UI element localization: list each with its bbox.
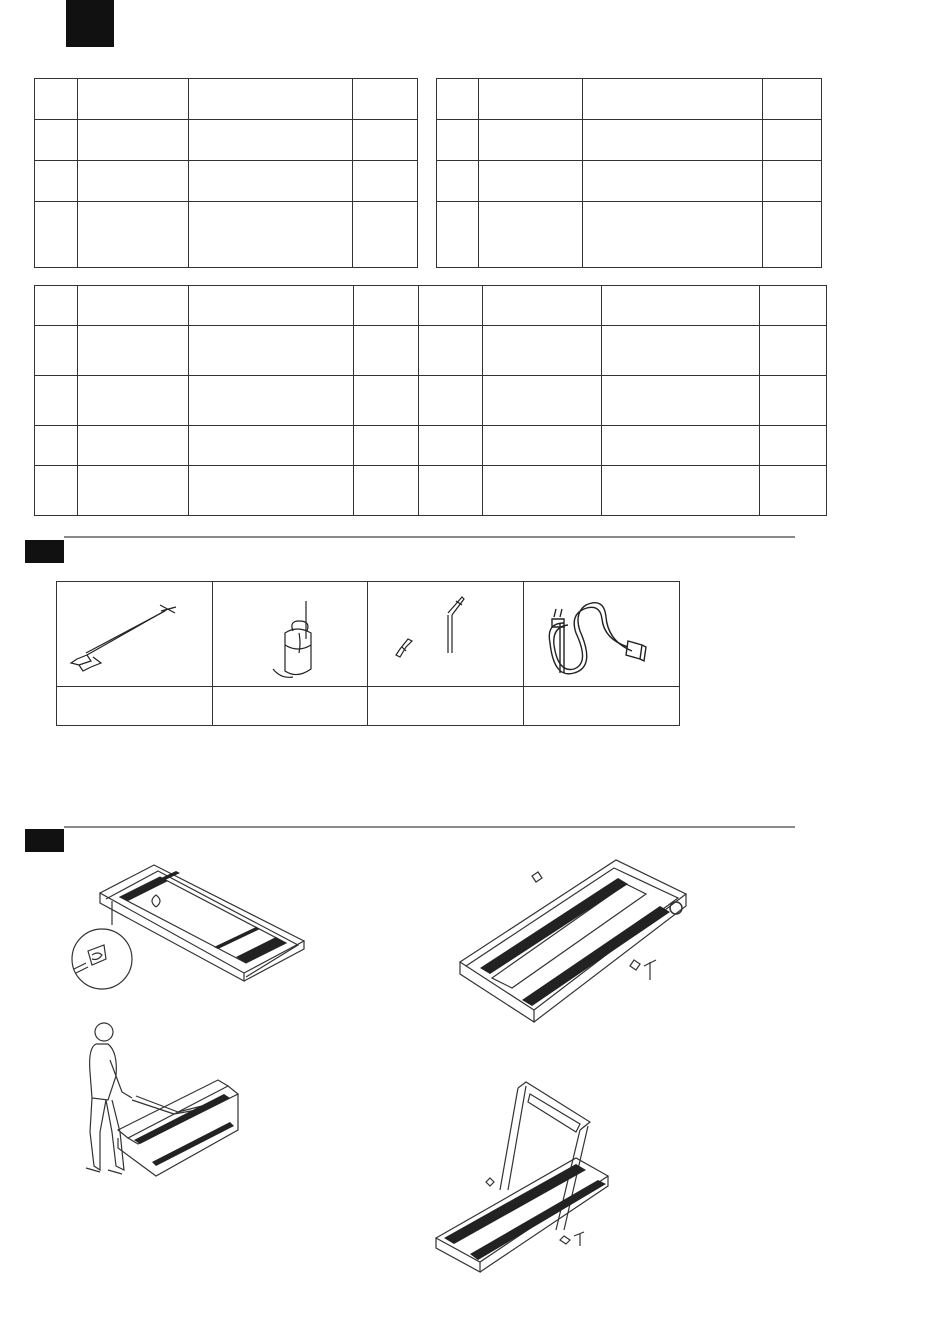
table-cell bbox=[763, 161, 822, 202]
table-cell bbox=[602, 426, 760, 466]
table-cell bbox=[602, 286, 760, 326]
table-cell bbox=[189, 326, 354, 376]
table-cell bbox=[419, 376, 483, 426]
table-cell bbox=[437, 161, 479, 202]
treadmill-screw-removal-icon bbox=[450, 850, 700, 1035]
table-cell bbox=[763, 202, 822, 268]
parts-table-2 bbox=[34, 285, 827, 516]
parts-table-1-right bbox=[436, 78, 822, 268]
table-cell bbox=[583, 79, 763, 120]
table-cell bbox=[78, 202, 189, 268]
table-cell bbox=[78, 426, 189, 466]
accessory-image-cell bbox=[213, 582, 368, 687]
table-cell bbox=[353, 202, 418, 268]
lubricant-bottle-icon bbox=[213, 583, 366, 685]
accessories-section-rule bbox=[64, 536, 795, 538]
table-cell bbox=[189, 161, 353, 202]
table-cell bbox=[189, 120, 353, 161]
table-cell bbox=[354, 376, 419, 426]
table-cell bbox=[78, 466, 189, 516]
table-cell bbox=[483, 426, 602, 466]
table-cell bbox=[419, 286, 483, 326]
table-cell bbox=[354, 286, 419, 326]
table-cell bbox=[479, 161, 583, 202]
safety-key-clip-icon bbox=[57, 583, 211, 685]
table-cell bbox=[35, 466, 78, 516]
table-cell bbox=[479, 120, 583, 161]
parts-table-1-left bbox=[34, 78, 418, 268]
table-cell bbox=[760, 286, 827, 326]
table-cell bbox=[760, 426, 827, 466]
table-cell bbox=[35, 376, 78, 426]
table-cell bbox=[437, 79, 479, 120]
table-cell bbox=[189, 286, 354, 326]
table-cell bbox=[353, 79, 418, 120]
table-cell bbox=[419, 466, 483, 516]
assembly-section-tag bbox=[25, 829, 64, 852]
section-number-block bbox=[66, 0, 114, 47]
assembly-section-rule bbox=[64, 826, 795, 828]
accessory-image-cell bbox=[524, 582, 680, 687]
table-cell bbox=[35, 202, 78, 268]
table-cell bbox=[35, 326, 78, 376]
table-cell bbox=[78, 376, 189, 426]
table-cell bbox=[78, 161, 189, 202]
allen-wrench-icon bbox=[368, 583, 522, 685]
treadmill-upright-handrail-icon bbox=[430, 1078, 620, 1273]
accessory-caption bbox=[57, 687, 213, 726]
table-cell bbox=[354, 426, 419, 466]
table-cell bbox=[353, 120, 418, 161]
table-cell bbox=[35, 161, 78, 202]
table-cell bbox=[483, 376, 602, 426]
table-cell bbox=[602, 466, 760, 516]
table-cell bbox=[78, 79, 189, 120]
table-cell bbox=[763, 79, 822, 120]
table-cell bbox=[189, 426, 354, 466]
table-cell bbox=[189, 202, 353, 268]
table-cell bbox=[760, 466, 827, 516]
table-cell bbox=[479, 202, 583, 268]
table-cell bbox=[189, 466, 354, 516]
table-cell bbox=[35, 120, 78, 161]
accessory-caption bbox=[213, 687, 368, 726]
accessory-image-cell bbox=[368, 582, 524, 687]
accessories-section-tag bbox=[25, 540, 64, 563]
accessories-table bbox=[56, 581, 680, 726]
person-lifting-handrail-icon bbox=[78, 1020, 248, 1190]
table-cell bbox=[760, 326, 827, 376]
power-cord-icon bbox=[524, 583, 678, 685]
table-cell bbox=[763, 120, 822, 161]
table-cell bbox=[189, 79, 353, 120]
table-cell bbox=[35, 286, 78, 326]
table-cell bbox=[483, 326, 602, 376]
table-cell bbox=[583, 161, 763, 202]
table-cell bbox=[437, 120, 479, 161]
table-cell bbox=[583, 202, 763, 268]
accessory-image-cell bbox=[57, 582, 213, 687]
table-cell bbox=[78, 326, 189, 376]
table-cell bbox=[35, 426, 78, 466]
table-cell bbox=[602, 376, 760, 426]
table-cell bbox=[602, 326, 760, 376]
table-cell bbox=[483, 286, 602, 326]
table-cell bbox=[189, 376, 354, 426]
table-cell bbox=[479, 79, 583, 120]
table-cell bbox=[353, 161, 418, 202]
table-cell bbox=[760, 376, 827, 426]
table-cell bbox=[583, 120, 763, 161]
table-cell bbox=[35, 79, 78, 120]
table-cell bbox=[354, 326, 419, 376]
table-cell bbox=[354, 466, 419, 516]
accessory-caption bbox=[524, 687, 680, 726]
table-cell bbox=[78, 120, 189, 161]
accessory-caption bbox=[368, 687, 524, 726]
table-cell bbox=[419, 326, 483, 376]
table-cell bbox=[437, 202, 479, 268]
table-cell bbox=[419, 426, 483, 466]
table-cell bbox=[483, 466, 602, 516]
treadmill-folded-detail-icon bbox=[60, 855, 310, 990]
table-cell bbox=[78, 286, 189, 326]
